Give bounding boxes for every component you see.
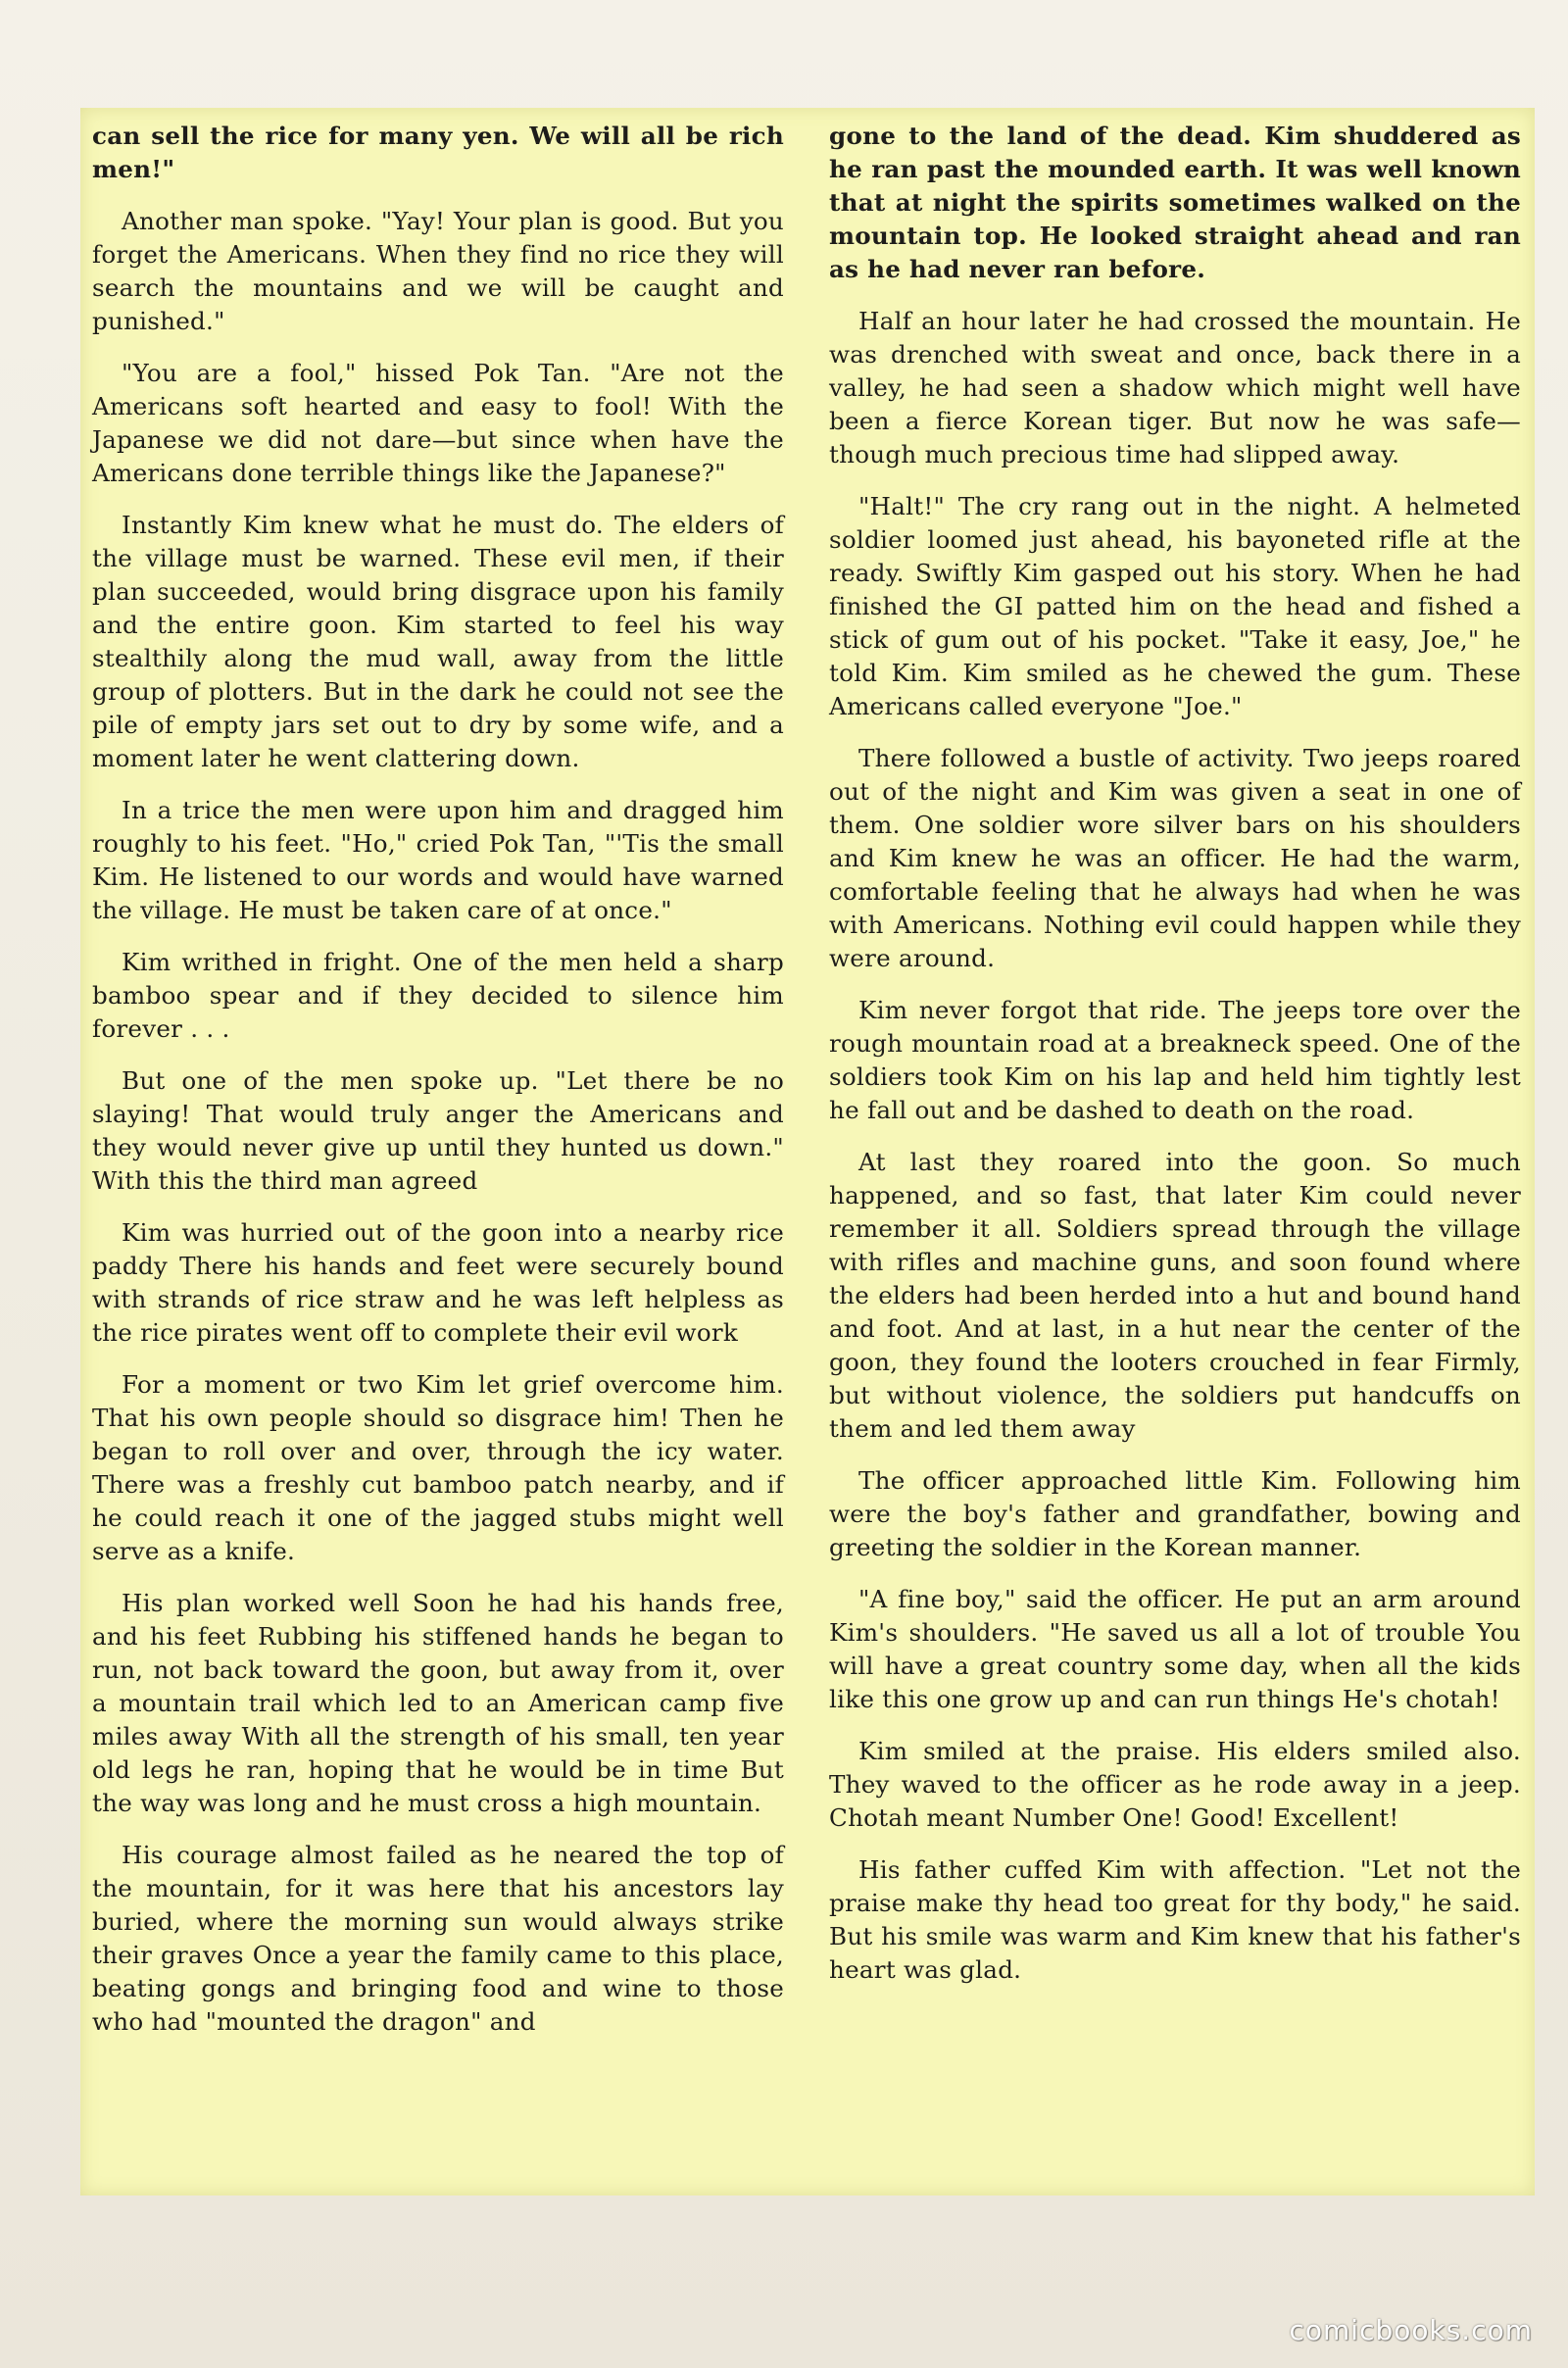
paragraph: There followed a bustle of activity. Two jeeps roared out of the night and Kim was given a seat in one of them. One soldier wore silver bars on his shoulders and Kim knew he was an officer. He had the warm, comfortable feeling that he always had when he was with Americans. Nothing evil could happen while they were around.: [829, 744, 1521, 972]
paragraph: "You are a fool," hissed Pok Tan. "Are not the Americans soft hearted and easy to fool! With the Japanese we did not dare—but since when have the Americans done terrible things like the Japanese?": [92, 359, 784, 487]
story-text-panel: [80, 108, 1535, 2195]
paragraph: Instantly Kim knew what he must do. The elders of the village must be warned. These evil men, if their plan succeeded, would bring disgrace upon his family and the entire goon. Kim started to feel his way stealthily along the mud wall, away from the little group of plotters. But in the dark he could not see the pile of empty jars set out to dry by some wife, and a moment later he went clattering down.: [92, 511, 784, 772]
paragraph: But one of the men spoke up. "Let there be no slaying! That would truly anger the Americans and they would never give up until they hunted us down." With this the third man agreed: [92, 1066, 784, 1195]
paragraph: Kim smiled at the praise. His elders smiled also. They waved to the officer as he rode away in a jeep. Chotah meant Number One! Good! Excellent!: [829, 1737, 1521, 1832]
paragraph: "Halt!" The cry rang out in the night. A helmeted soldier loomed just ahead, his bayoneted rifle at the ready. Swiftly Kim gasped out his story. When he had finished the GI patted him on the head and fished a stick of gum out of his pocket. "Take it easy, Joe," he told Kim. Kim smiled as he chewed the gum. These Americans called everyone "Joe.": [829, 492, 1521, 720]
paragraph: His plan worked well Soon he had his hands free, and his feet Rubbing his stiffened hands he began to run, not back toward the goon, but away from it, over a mountain trail which led to an American camp five miles away With all the strength of his small, ten year old legs he ran, hoping that he would be in time But the way was long and he must cross a high mountain.: [92, 1589, 784, 1817]
left-text-column: [92, 120, 784, 2057]
paragraph: Kim writhed in fright. One of the men held a sharp bamboo spear and if they decided to silence him forever . . .: [92, 948, 784, 1043]
paragraph: For a moment or two Kim let grief overcome him. That his own people should so disgrace him! Then he began to roll over and over, through the icy water. There was a freshly cut bamboo patch nearby, and if he could reach it one of the jagged stubs might well serve as a knife.: [92, 1370, 784, 1565]
right-text-column: [829, 120, 1521, 2005]
paragraph: His courage almost failed as he neared the top of the mountain, for it was here that his ancestors lay buried, where the morning sun would always strike their graves Once a year the family came to this place, beating gongs and bringing food and wine to those who had "mounted the dragon" and: [92, 1841, 784, 2036]
paragraph: "A fine boy," said the officer. He put an arm around Kim's shoulders. "He saved us all a lot of trouble You will have a great country some day, when all the kids like this one grow up and can run things He's chotah!: [829, 1585, 1521, 1713]
paragraph: Kim was hurried out of the goon into a nearby rice paddy There his hands and feet were securely bound with strands of rice straw and he was left helpless as the rice pirates went off to complete their evil work: [92, 1218, 784, 1347]
paragraph: Another man spoke. "Yay! Your plan is good. But you forget the Americans. When they find no rice they will search the mountains and we will be caught and punished.": [92, 207, 784, 335]
paragraph: Half an hour later he had crossed the mountain. He was drenched with sweat and once, back there in a valley, he had seen a shadow which might well have been a fierce Korean tiger. But now he was safe—though much precious time had slipped away.: [829, 307, 1521, 469]
paragraph: The officer approached little Kim. Following him were the boy's father and grandfather, bowing and greeting the soldier in the Korean manner.: [829, 1466, 1521, 1561]
paragraph: Kim never forgot that ride. The jeeps tore over the rough mountain road at a breakneck speed. One of the soldiers took Kim on his lap and held him tightly lest he fall out and be dashed to death on the road.: [829, 996, 1521, 1124]
watermark: comicbooks.com: [1289, 2314, 1533, 2346]
paragraph: In a trice the men were upon him and dragged him roughly to his feet. "Ho," cried Pok Tan, "'Tis the small Kim. He listened to our words and would have warned the village. He must be taken care of at once.": [92, 796, 784, 924]
paragraph: At last they roared into the goon. So much happened, and so fast, that later Kim could never remember it all. Soldiers spread through the village with rifles and machine guns, and soon found where the elders had been herded into a hut and bound hand and foot. And at last, in a hut near the center of the goon, they found the looters crouched in fear Firmly, but without violence, the soldiers put handcuffs on them and led them away: [829, 1148, 1521, 1443]
paragraph: His father cuffed Kim with affection. "Let not the praise make thy head too great for thy body," he said. But his smile was warm and Kim knew that his father's heart was glad.: [829, 1855, 1521, 1984]
paragraph: gone to the land of the dead. Kim shuddered as he ran past the mounded earth. It was well known that at night the spirits sometimes walked on the mountain top. He looked straight ahead and ran as he had never ran before.: [829, 122, 1521, 283]
paragraph: can sell the rice for many yen. We will all be rich men!": [92, 122, 784, 183]
